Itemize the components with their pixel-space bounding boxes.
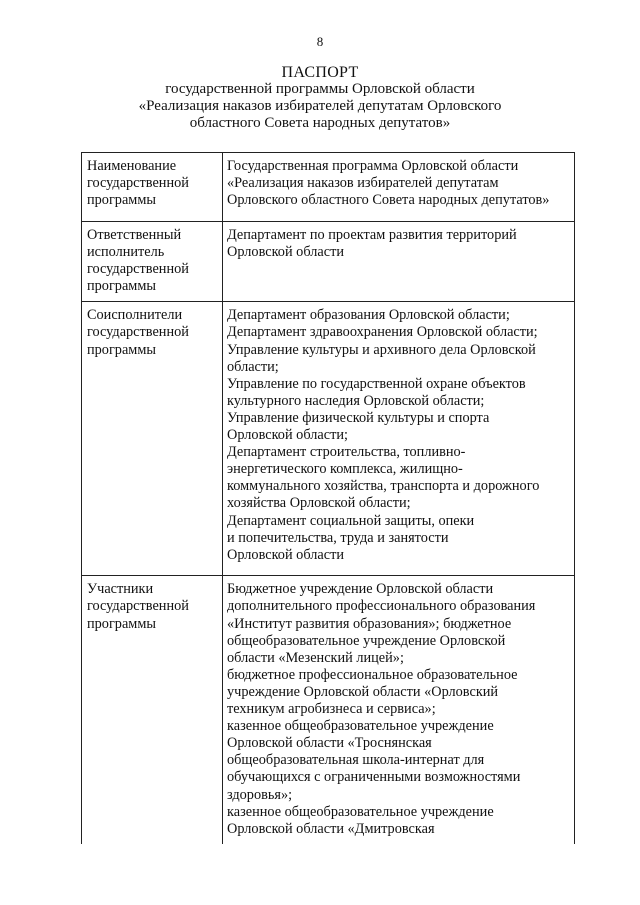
row-value-line: Бюджетное учреждение Орловской области bbox=[227, 581, 494, 598]
row-value-line: техникум агробизнеса и сервиса»; bbox=[227, 701, 436, 718]
row-label-line: государственной bbox=[87, 324, 189, 341]
row-label-line: Соисполнители bbox=[87, 307, 183, 324]
table-row bbox=[82, 302, 575, 576]
row-label-cell bbox=[82, 222, 223, 302]
row-value-line: области «Мезенский лицей»; bbox=[227, 649, 404, 666]
row-label-line: исполнитель bbox=[87, 244, 165, 261]
row-value-line: казенное общеобразовательное учреждение bbox=[227, 803, 494, 820]
row-value-line: Департамент социальной защиты, опеки bbox=[227, 512, 475, 529]
row-label-line: государственной bbox=[87, 175, 189, 192]
row-value-line: хозяйства Орловской области; bbox=[227, 495, 411, 512]
row-label-line: государственной bbox=[87, 261, 189, 278]
heading-title: ПАСПОРТ bbox=[281, 64, 359, 81]
row-label-line: государственной bbox=[87, 598, 189, 615]
row-value-line: казенное общеобразовательное учреждение bbox=[227, 718, 494, 735]
row-value-line: Орловской области «Троснянская bbox=[227, 735, 432, 752]
row-value-line: Департамент образования Орловской области; bbox=[227, 307, 510, 324]
row-value-cell bbox=[223, 222, 575, 302]
row-value-line: бюджетное профессиональное образовательное bbox=[227, 666, 518, 683]
row-value-line: Департамент по проектам развития территорий bbox=[227, 227, 517, 243]
row-label-line: Наименование bbox=[87, 158, 177, 174]
table-row bbox=[82, 222, 575, 302]
table-row bbox=[82, 576, 575, 844]
row-label-line: программы bbox=[87, 615, 157, 632]
document-heading bbox=[0, 64, 640, 132]
row-label-line: программы bbox=[87, 341, 157, 358]
table-row bbox=[82, 153, 575, 222]
row-label-line: программы bbox=[87, 278, 157, 295]
row-value-line: Управление по государственной охране объектов bbox=[227, 375, 526, 392]
row-label-cell bbox=[82, 576, 223, 844]
heading-line-3: областного Совета народных депутатов» bbox=[189, 115, 451, 131]
row-value-line: культурного наследия Орловской области; bbox=[227, 392, 485, 409]
row-value-line: Управление физической культуры и спорта bbox=[227, 409, 490, 426]
row-value-line: энергетического комплекса, жилищно- bbox=[227, 461, 463, 478]
row-value-line: Управление культуры и архивного дела Орловской bbox=[227, 341, 536, 358]
heading-line-1: государственной программы Орловской области bbox=[165, 81, 475, 97]
row-value-cell bbox=[223, 153, 575, 222]
row-value-line: Государственная программа Орловской области bbox=[227, 158, 519, 174]
row-label-cell bbox=[82, 153, 223, 222]
row-label-line: Участники bbox=[87, 581, 154, 598]
row-value-line: Департамент строительства, топливно- bbox=[227, 444, 466, 461]
row-value-line: Орловской области; bbox=[227, 427, 348, 444]
row-value-line: Департамент здравоохранения Орловской области; bbox=[227, 324, 538, 341]
row-value-line: учреждение Орловской области «Орловский bbox=[227, 683, 499, 700]
row-value-line: общеобразовательное учреждение Орловской bbox=[227, 632, 506, 649]
row-value-line: общеобразовательная школа-интернат для bbox=[227, 752, 485, 769]
row-value-line: здоровья»; bbox=[227, 786, 293, 803]
row-value-line: «Реализация наказов избирателей депутатам bbox=[227, 175, 499, 192]
row-label-line: Ответственный bbox=[87, 227, 182, 243]
row-value-line: области; bbox=[227, 358, 279, 375]
passport-table bbox=[81, 152, 575, 844]
row-value-line: и попечительства, труда и занятости bbox=[227, 529, 449, 546]
row-label-cell bbox=[82, 302, 223, 576]
heading-line-2: «Реализация наказов избирателей депутатам Орловского bbox=[138, 98, 502, 114]
row-label-line: программы bbox=[87, 192, 157, 209]
row-value-line: Орловской области «Дмитровская bbox=[227, 820, 435, 837]
row-value-line: коммунального хозяйства, транспорта и дорожного bbox=[227, 478, 540, 495]
row-value-line: Орловской области bbox=[227, 244, 344, 261]
row-value-line: обучающихся с ограниченными возможностями bbox=[227, 769, 521, 786]
row-value-line: дополнительного профессионального образования bbox=[227, 598, 536, 615]
row-value-cell bbox=[223, 576, 575, 844]
row-value-line: Орловской области bbox=[227, 546, 344, 563]
row-value-line: «Институт развития образования»; бюджетное bbox=[227, 615, 512, 632]
passport-table-body bbox=[82, 153, 575, 844]
row-value-cell bbox=[223, 302, 575, 576]
row-value-line: Орловского областного Совета народных депутатов» bbox=[227, 192, 550, 209]
page-number: 8 bbox=[316, 34, 324, 49]
